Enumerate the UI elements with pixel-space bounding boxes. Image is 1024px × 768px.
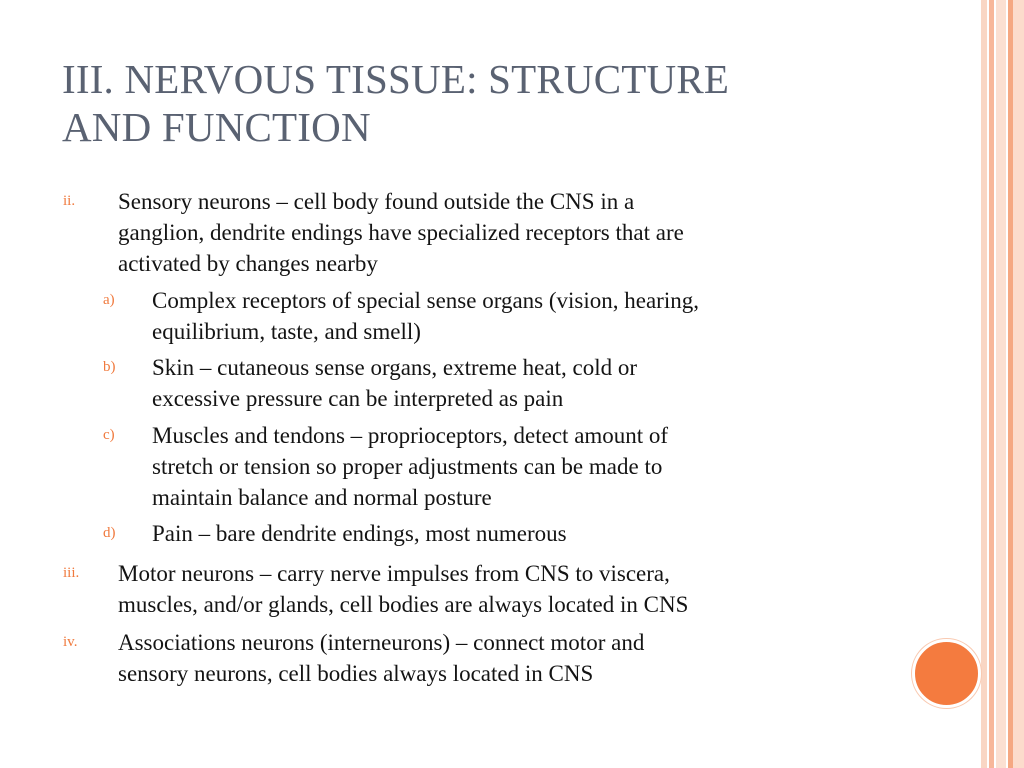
slide-title <box>62 55 942 151</box>
decorative-circle <box>912 639 981 708</box>
list-item-line: muscles, and/or glands, cell bodies are always located in CNS <box>118 592 689 617</box>
slide-title-line: III. NERVOUS TISSUE: STRUCTURE <box>62 56 730 102</box>
list-item-line: Pain – bare dendrite endings, most numerous <box>152 521 567 546</box>
list-item-line: Motor neurons – carry nerve impulses from CNS to viscera, <box>118 561 670 586</box>
list-marker: iii. <box>63 565 80 581</box>
list-item-line: Complex receptors of special sense organs (vision, hearing, <box>152 288 699 313</box>
decorative-stripe <box>996 0 1006 768</box>
list-item-line: activated by changes nearby <box>118 251 378 276</box>
decorative-stripe <box>1013 0 1024 768</box>
list-item-line: excessive pressure can be interpreted as pain <box>152 386 564 411</box>
list-item-line: Sensory neurons – cell body found outside the CNS in a <box>118 189 635 214</box>
list-item-line: equilibrium, taste, and smell) <box>152 319 421 344</box>
list-item-line: sensory neurons, cell bodies always located in CNS <box>118 661 594 686</box>
list-marker: c) <box>103 427 115 443</box>
list-item <box>118 627 878 689</box>
list-item <box>152 285 872 347</box>
list-marker: d) <box>103 525 116 541</box>
list-marker: a) <box>103 292 115 308</box>
list-item-line: Associations neurons (interneurons) – connect motor and <box>118 630 645 655</box>
list-item <box>152 352 872 414</box>
list-item <box>152 420 872 513</box>
list-item <box>118 558 878 620</box>
list-item <box>152 518 872 549</box>
list-item-line: maintain balance and normal posture <box>152 485 492 510</box>
list-item-line: Skin – cutaneous sense organs, extreme heat, cold or <box>152 355 637 380</box>
list-item-line: ganglion, dendrite endings have specialized receptors that are <box>118 220 684 245</box>
slide-title-line: AND FUNCTION <box>62 104 371 150</box>
list-marker: b) <box>103 359 116 375</box>
list-marker: ii. <box>63 193 76 209</box>
list-item-line: Muscles and tendons – proprioceptors, detect amount of <box>152 423 669 448</box>
list-marker: iv. <box>63 634 78 650</box>
list-item <box>118 186 878 279</box>
list-item-line: stretch or tension so proper adjustments can be made to <box>152 454 663 479</box>
